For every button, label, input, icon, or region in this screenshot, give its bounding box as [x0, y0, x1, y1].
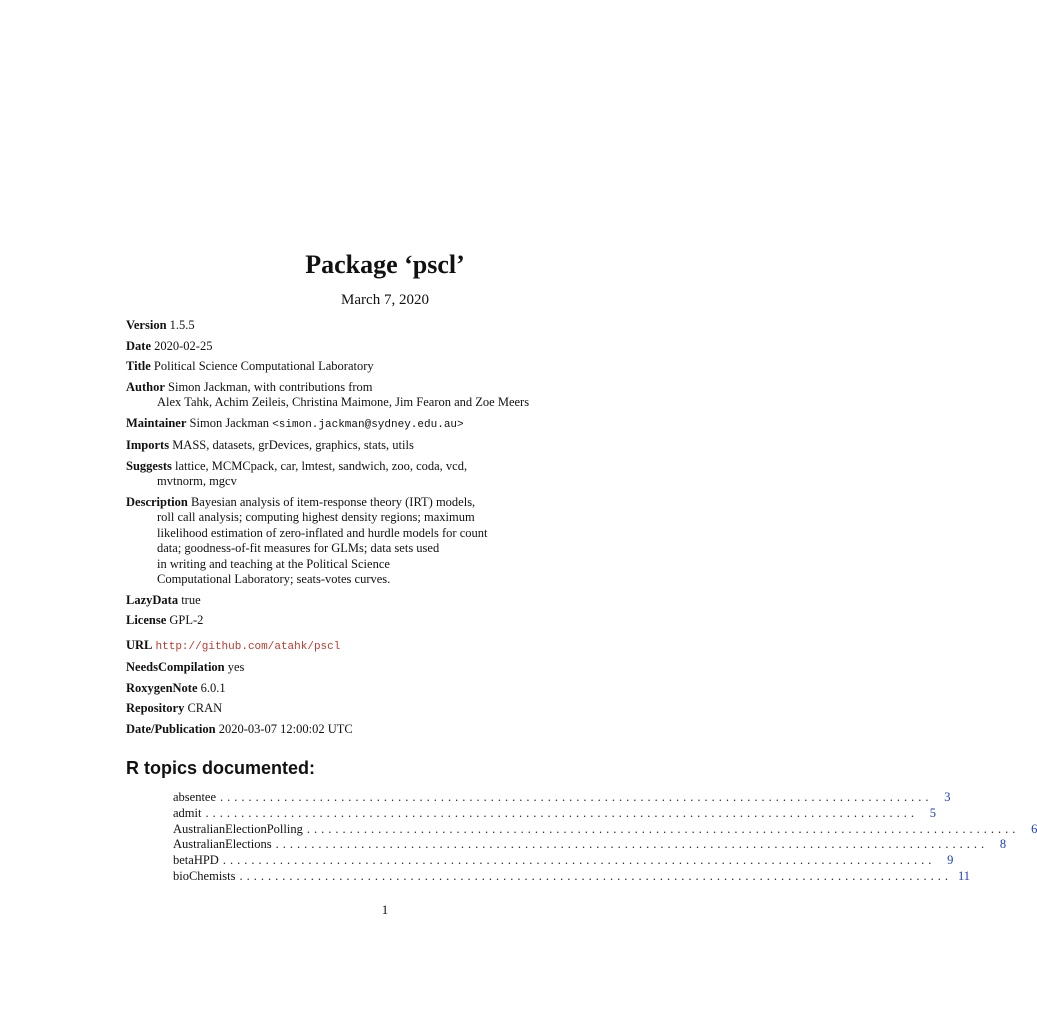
toc-list [173, 790, 1037, 885]
description-fields [126, 318, 646, 742]
toc-entry-name[interactable]: bioChemists [173, 868, 236, 883]
field-roxygennote [126, 681, 646, 697]
maintainer-email: <simon.jackman@sydney.edu.au> [272, 418, 464, 431]
field-repository [126, 701, 646, 717]
field-value: Political Science Computational Laboratory [153, 359, 374, 373]
package-title: Package ‘pscl’ [305, 250, 465, 279]
field-description [126, 495, 646, 588]
field-label: Author [126, 379, 165, 394]
field-title [126, 359, 646, 375]
toc-entry-name[interactable]: betaHPD [173, 853, 219, 868]
toc-leader-dots: .................................................................................................... [306, 821, 1020, 836]
package-date: March 7, 2020 [341, 292, 429, 308]
field-label: LazyData [126, 592, 179, 607]
field-lazydata [126, 593, 646, 609]
field-value: Simon Jackman [189, 415, 270, 430]
field-label: Imports [126, 438, 170, 452]
field-label: Description [126, 494, 188, 509]
toc-leader-dots: .................................................................................................... [222, 853, 936, 868]
toc-entry-name[interactable]: admit [173, 805, 202, 820]
toc-entry[interactable] [173, 821, 1037, 838]
field-value: 2020-02-25 [154, 338, 213, 353]
field-label: Version [126, 318, 167, 332]
field-label: RoxygenNote [126, 680, 198, 695]
field-maintainer [126, 416, 646, 434]
toc-leader-dots: .................................................................................................... [205, 805, 918, 820]
toc-entry-name[interactable]: absentee [173, 790, 217, 804]
field-label: URL [126, 637, 153, 652]
toc-leader-dots: .................................................................................................... [239, 868, 953, 883]
field-value: yes [227, 660, 245, 674]
url-link[interactable]: http://github.com/atahk/pscl [155, 640, 341, 653]
field-author [126, 380, 646, 411]
field-label: NeedsCompilation [126, 660, 225, 674]
field-continuation: mvtnorm, mgcv [157, 474, 237, 488]
toc-entry-page[interactable]: 8 [999, 837, 1007, 852]
field-imports [126, 438, 646, 454]
field-date [126, 339, 646, 355]
field-continuation: data; goodness-of-fit measures for GLMs; data sets used [157, 541, 440, 555]
field-value: GPL-2 [169, 613, 204, 627]
toc-entry-page[interactable]: 11 [957, 868, 971, 883]
page-number: 1 [381, 902, 389, 917]
toc-leader-dots: .................................................................................................... [275, 837, 989, 852]
toc-entry-page[interactable]: 5 [929, 805, 936, 820]
field-label: Repository [126, 701, 185, 715]
field-value: Simon Jackman, with contributions from [168, 379, 373, 394]
toc-entry-name[interactable]: AustralianElectionPolling [173, 821, 303, 836]
field-value: 1.5.5 [169, 318, 195, 332]
field-value: true [181, 592, 201, 607]
field-continuation: Alex Tahk, Achim Zeileis, Christina Maimone, Jim Fearon and Zoe Meers [157, 395, 530, 409]
field-publication [126, 722, 646, 738]
field-label: Maintainer [126, 415, 187, 430]
field-value: MASS, datasets, grDevices, graphics, stats, utils [172, 438, 414, 452]
field-value: 6.0.1 [200, 680, 226, 695]
field-value: 2020-03-07 12:00:02 UTC [218, 721, 353, 736]
field-label: Suggests [126, 458, 172, 473]
toc-entry[interactable] [173, 853, 954, 869]
field-continuation: likelihood estimation of zero-inflated and hurdle models for count [157, 525, 488, 540]
field-value: lattice, MCMCpack, car, lmtest, sandwich, zoo, coda, vcd, [174, 458, 468, 473]
field-needscompilation [126, 660, 646, 676]
field-license [126, 613, 646, 629]
toc-entry[interactable] [173, 837, 1007, 853]
field-continuation: Computational Laboratory; seats-votes curves. [157, 572, 391, 586]
toc-heading: R topics documented: [126, 758, 316, 778]
toc-entry[interactable] [173, 805, 936, 822]
toc-entry[interactable] [173, 868, 971, 885]
toc-entry-page[interactable]: 3 [944, 790, 951, 804]
toc-entry-name[interactable]: AustralianElections [173, 837, 272, 852]
field-label: License [126, 613, 167, 627]
field-value: Bayesian analysis of item-response theory (IRT) models, [190, 494, 476, 509]
field-continuation: roll call analysis; computing highest density regions; maximum [157, 510, 475, 524]
field-label: Date [126, 338, 151, 353]
field-version [126, 318, 646, 334]
field-label: Date/Publication [126, 721, 216, 736]
field-url [126, 638, 646, 656]
toc-entry-page[interactable]: 9 [947, 853, 954, 868]
field-suggests [126, 459, 646, 490]
toc-entry-page[interactable]: 6 [1031, 821, 1037, 836]
toc-leader-dots: .................................................................................................... [220, 790, 933, 804]
field-continuation: in writing and teaching at the Political Science [157, 556, 390, 571]
toc-entry[interactable] [173, 790, 951, 806]
field-label: Title [126, 359, 151, 373]
field-value: CRAN [187, 701, 223, 715]
